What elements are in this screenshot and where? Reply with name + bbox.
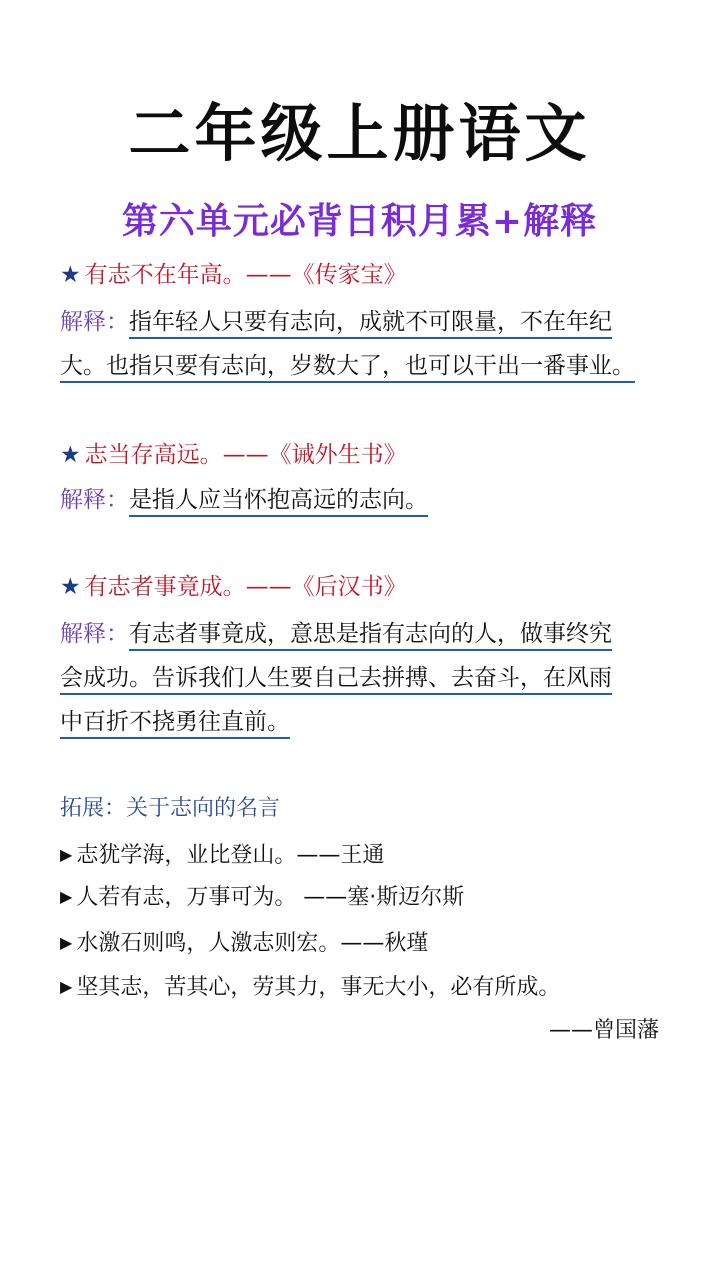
quote-text: 水激石则鸣，人激志则宏。——秋瑾 <box>76 931 429 956</box>
entry-heading-text: 志当存高远。——《诫外生书》 <box>84 442 407 468</box>
entry-heading <box>60 570 407 604</box>
explanation-label: 解释： <box>60 487 129 513</box>
entry-heading-text: 有志者事竟成。——《后汉书》 <box>84 574 407 600</box>
quote-item <box>60 926 428 961</box>
quote-text: 志犹学海，业比登山。——王通 <box>76 843 385 868</box>
entry-explanation <box>60 612 662 744</box>
explanation-text: 有志者事竟成，意思是指有志向的人，做事终究 <box>129 621 612 651</box>
quote-item <box>60 838 384 873</box>
extension-title: 拓展：关于志向的名言 <box>60 796 281 821</box>
quote-item <box>60 880 464 915</box>
entry-explanation <box>60 300 662 388</box>
entry-heading <box>60 438 407 472</box>
triangle-right-icon: ▶ <box>60 845 73 864</box>
triangle-right-icon: ▶ <box>60 933 73 952</box>
quote-text: 坚其志，苦其心，劳其力，事无大小，必有所成。 <box>76 975 561 1000</box>
page-title: 二年级上册语文 <box>128 97 591 170</box>
page-subtitle: 第六单元必背日积月累+解释 <box>121 201 598 242</box>
entry-heading <box>60 258 407 292</box>
explanation-label: 解释： <box>60 621 129 647</box>
quote-item <box>60 970 560 1005</box>
explanation-text: 指年轻人只要有志向，成就不可限量，不在年纪 <box>129 309 612 339</box>
explanation-text: 中百折不挠勇往直前。 <box>60 709 290 739</box>
explanation-label: 解释： <box>60 309 129 335</box>
triangle-right-icon: ▶ <box>60 887 73 906</box>
star-icon: ★ <box>60 262 81 288</box>
quote-text: 人若有志，万事可为。 ——塞·斯迈尔斯 <box>76 885 465 910</box>
entry-explanation <box>60 478 662 522</box>
explanation-text: 大。也指只要有志向，岁数大了，也可以干出一番事业。 <box>60 353 635 383</box>
triangle-right-icon: ▶ <box>60 977 73 996</box>
explanation-text: 是指人应当怀抱高远的志向。 <box>129 487 428 517</box>
explanation-text: 会成功。告诉我们人生要自己去拼搏、去奋斗，在风雨 <box>60 665 612 695</box>
star-icon: ★ <box>60 442 81 468</box>
entry-heading-text: 有志不在年高。——《传家宝》 <box>84 262 407 288</box>
quote-author: ——曾国藩 <box>548 1018 659 1043</box>
star-icon: ★ <box>60 574 81 600</box>
